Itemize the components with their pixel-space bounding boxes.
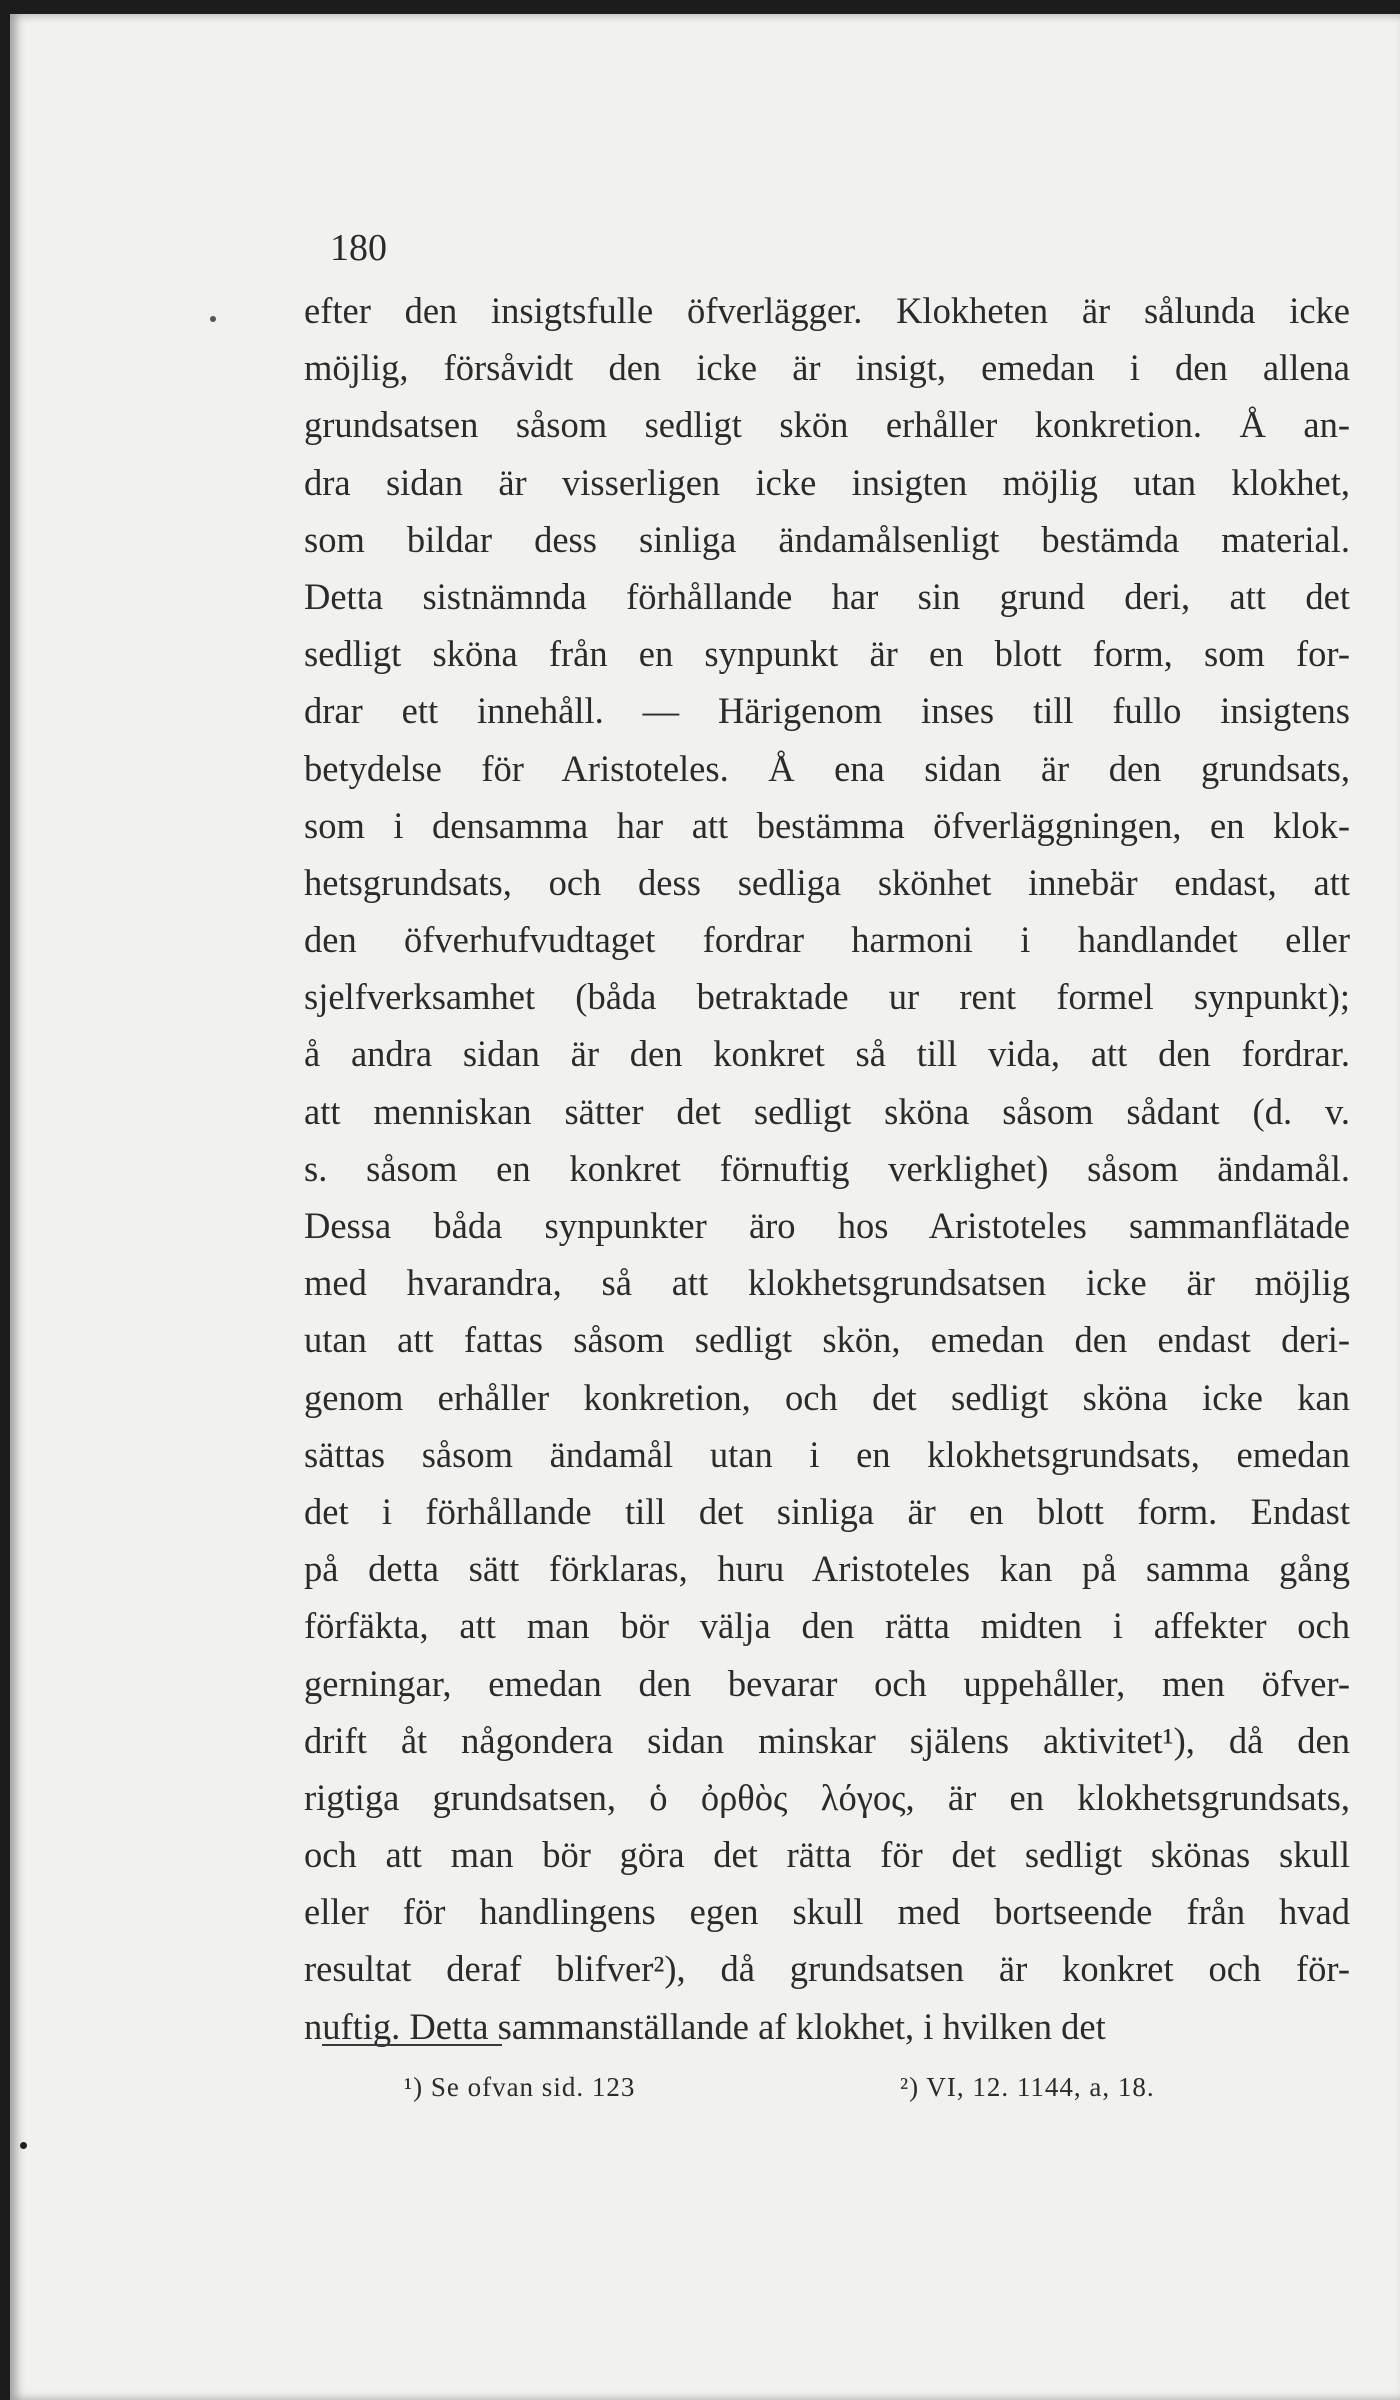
body-text	[304, 282, 1350, 2055]
text-line: drift åt någondera sidan minskar själens aktivitet¹), då den	[304, 1719, 1350, 1761]
text-line: med hvarandra, så att klokhetsgrundsatsen icke är möjlig	[304, 1262, 1350, 1304]
text-line: Detta sistnämnda förhållande har sin grund deri, att det	[304, 575, 1350, 617]
text-line: s. såsom en konkret förnuftig verklighet) såsom ändamål.	[304, 1147, 1350, 1189]
footnote-2: ²) VI, 12. 1144, a, 18.	[900, 2072, 1155, 2102]
text-line: resultat deraf blifver²), då grundsatsen är konkret och för-	[304, 1948, 1350, 1990]
text-line: sättas såsom ändamål utan i en klokhetsgrundsats, emedan	[304, 1433, 1350, 1475]
text-line: förfäkta, att man bör välja den rätta midten i affekter och	[304, 1605, 1350, 1647]
text-line: hetsgrundsats, och dess sedliga skönhet innebär endast, att	[304, 861, 1350, 903]
text-line: dra sidan är visserligen icke insigten möjlig utan klokhet,	[304, 461, 1350, 503]
scan-speck	[210, 316, 216, 322]
text-line: genom erhåller konkretion, och det sedligt sköna icke kan	[304, 1376, 1350, 1418]
book-page	[10, 14, 1400, 2400]
text-line: som bildar dess sinliga ändamålsenligt bestämda material.	[304, 518, 1350, 560]
text-line: drar ett innehåll. — Härigenom inses till fullo insigtens	[304, 690, 1350, 732]
footnote-divider	[322, 2044, 502, 2046]
text-line: som i densamma har att bestämma öfverläggningen, en klok-	[304, 804, 1350, 846]
text-line: att menniskan sätter det sedligt sköna såsom sådant (d. v.	[304, 1090, 1350, 1132]
text-line: nuftig. Detta sammanställande af klokhet, i hvilken det	[304, 2005, 1106, 2047]
text-line: det i förhållande till det sinliga är en blott form. Endast	[304, 1490, 1350, 1532]
text-line: betydelse för Aristoteles. Å ena sidan är den grundsats,	[304, 747, 1350, 789]
text-line: sedligt sköna från en synpunkt är en blott form, som for-	[304, 633, 1350, 675]
text-line: och att man bör göra det rätta för det sedligt skönas skull	[304, 1834, 1350, 1876]
text-line: efter den insigtsfulle öfverlägger. Klokheten är sålunda icke	[304, 290, 1350, 331]
text-line: gerningar, emedan den bevarar och uppehåller, men öfver-	[304, 1662, 1350, 1704]
text-line: Dessa båda synpunkter äro hos Aristoteles sammanflätade	[304, 1205, 1350, 1246]
page-number: 180	[330, 227, 387, 269]
text-line: den öfverhufvudtaget fordrar harmoni i handlandet eller	[304, 919, 1350, 961]
footnote-1: ¹) Se ofvan sid. 123	[404, 2072, 636, 2102]
text-line: rigtiga grundsatsen, ὁ ὀρθὸς λόγος, är en klokhetsgrundsats,	[304, 1776, 1350, 1818]
text-line: sjelfverksamhet (båda betraktade ur rent formel synpunkt);	[304, 976, 1350, 1018]
text-line: på detta sätt förklaras, huru Aristoteles kan på samma gång	[304, 1548, 1350, 1590]
text-line: grundsatsen såsom sedligt skön erhåller konkretion. Å an-	[304, 404, 1350, 446]
text-line: möjlig, försåvidt den icke är insigt, emedan i den allena	[304, 347, 1350, 389]
scan-speck	[20, 2142, 27, 2149]
text-line: eller för handlingens egen skull med bortseende från hvad	[304, 1891, 1350, 1933]
text-line: å andra sidan är den konkret så till vida, att den fordrar.	[304, 1033, 1350, 1075]
text-line: utan att fattas såsom sedligt skön, emedan den endast deri-	[304, 1319, 1350, 1361]
